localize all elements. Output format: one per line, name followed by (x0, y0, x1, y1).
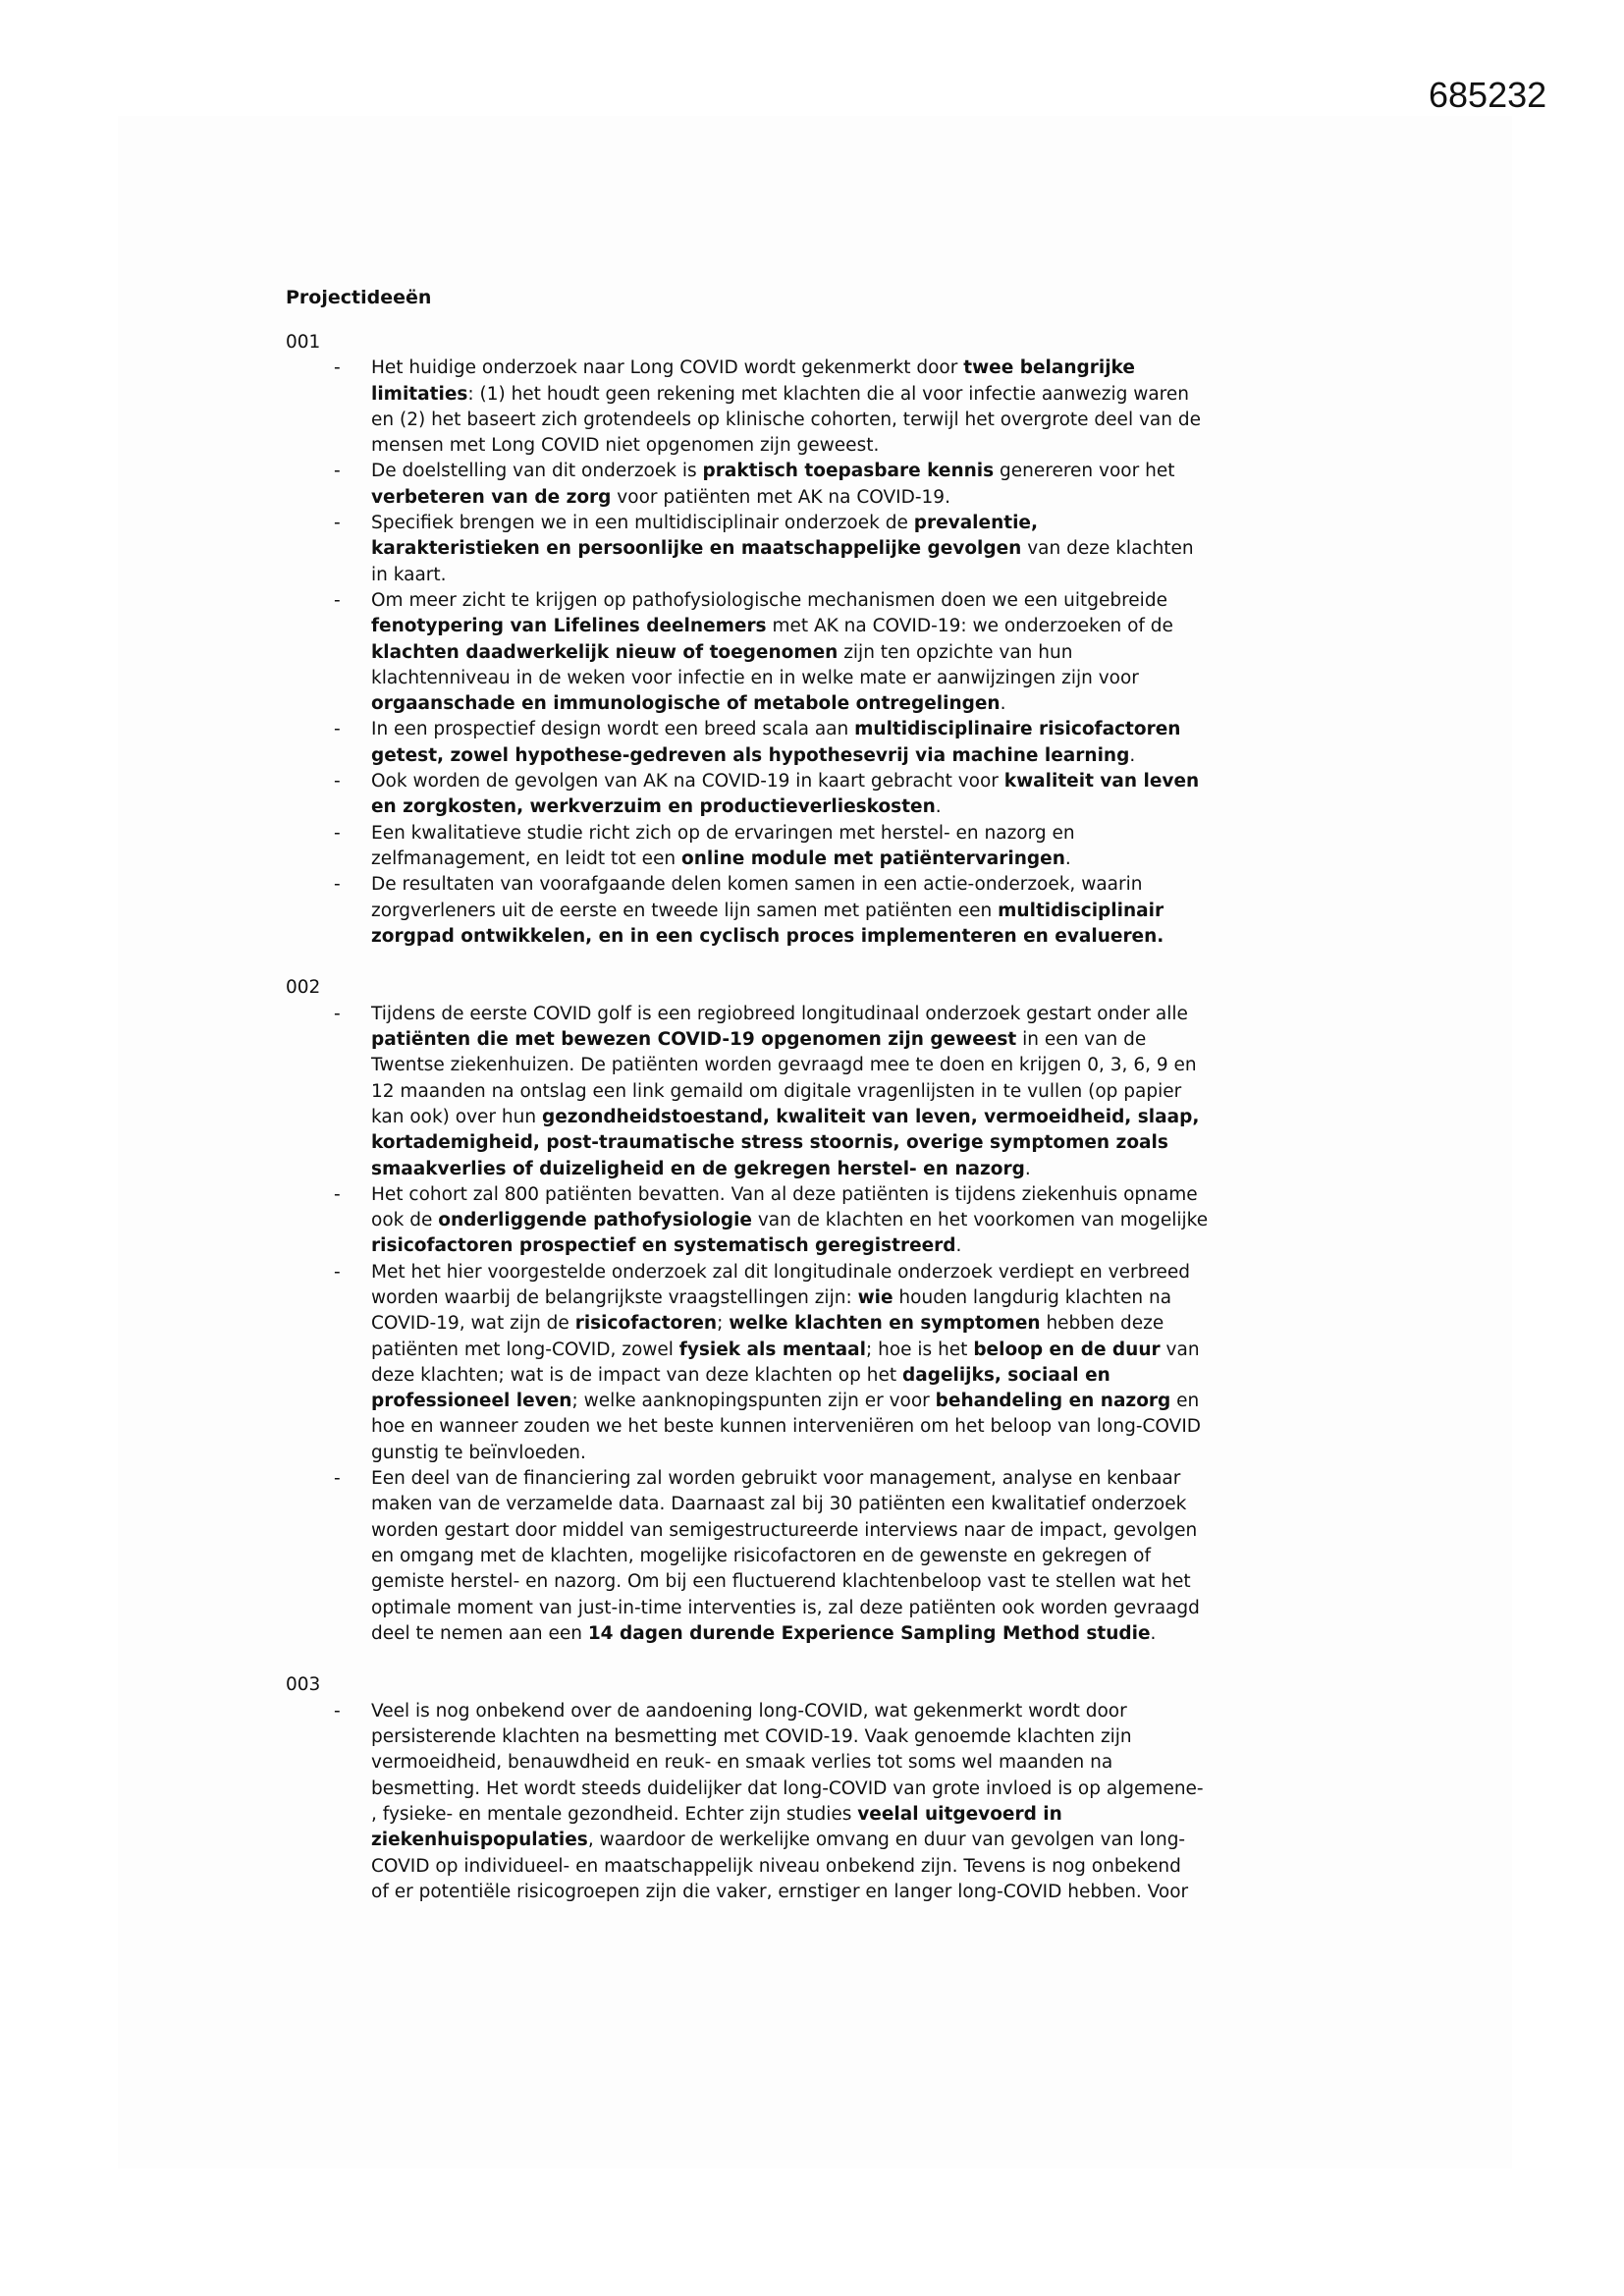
text: hebben deze (1040, 1313, 1164, 1335)
bullet-item (286, 821, 1385, 873)
text-line (371, 847, 1385, 872)
text: en (1170, 1391, 1200, 1412)
text-line (371, 1260, 1385, 1285)
project-section (286, 975, 1385, 1647)
text: van (1160, 1339, 1200, 1360)
bold-text: praktisch toepasbare kennis (702, 461, 995, 482)
text-line (371, 1802, 1385, 1828)
text: mensen met Long COVID niet opgenomen zijn geweest. (371, 435, 880, 457)
bullet-item (286, 872, 1385, 950)
text: Ook worden de gevolgen van AK na COVID-19 in kaart gebracht voor (371, 771, 1004, 793)
text: De resultaten van voorafgaande delen komen samen in een actie-onderzoek, waarin (371, 874, 1143, 896)
text-line (371, 1492, 1385, 1517)
text: In een prospectief design wordt een breed scala aan (371, 719, 855, 740)
text-line (371, 769, 1385, 794)
text-line (371, 1621, 1385, 1647)
bold-text: behandeling en nazorg (935, 1391, 1171, 1412)
bullet-item (286, 355, 1385, 459)
bold-text: multidisciplinaire risicofactoren (854, 719, 1181, 740)
text: deel te nemen aan een (371, 1622, 588, 1644)
text-line (371, 794, 1385, 820)
text: Veel is nog onbekend over de aandoening long-COVID, wat gekenmerkt wordt door (371, 1700, 1127, 1722)
bold-text: risicofactoren prospectief en systematisch geregistreerd (371, 1235, 956, 1257)
bold-text: professioneel leven (371, 1391, 572, 1412)
text-line (371, 408, 1385, 433)
text: COVID op individueel- en maatschappelijk niveau onbekend zijn. Tevens is nog onbekend (371, 1855, 1181, 1877)
bold-text: patiënten die met bewezen COVID-19 opgenomen zijn geweest (371, 1029, 1017, 1051)
text: zijn ten opzichte van hun (838, 641, 1073, 663)
text: worden gestart door middel van semigestructureerde interviews naar de impact, gevolgen (371, 1519, 1198, 1541)
bold-text: welke klachten en symptomen (729, 1313, 1041, 1335)
text: Het huidige onderzoek naar Long COVID wordt gekenmerkt door (371, 357, 964, 379)
text: persisterende klachten na besmetting met COVID-19. Vaak genoemde klachten zijn (371, 1726, 1132, 1748)
text: worden waarbij de belangrijkste vraagstellingen zijn: (371, 1286, 858, 1308)
bold-text: 14 dagen durende Experience Sampling Method studie (587, 1622, 1151, 1644)
text: Twentse ziekenhuizen. De patiënten worden gevraagd mee te doen en krijgen 0, 3, 6, 9 en (371, 1055, 1197, 1076)
project-section (286, 330, 1385, 950)
text-line (371, 1828, 1385, 1853)
text-line (371, 614, 1385, 639)
text-line (371, 1518, 1385, 1544)
bullet-dash: - (334, 461, 341, 482)
text: hoe en wanneer zouden we het beste kunnen interveniëren om het beloop van long-COVID (371, 1416, 1202, 1438)
bold-text: risicofactoren (574, 1313, 718, 1335)
bold-text: zorgpad ontwikkelen, en in een cyclisch proces implementeren en evalueren. (371, 925, 1164, 947)
text: kan ook) over hun (371, 1106, 542, 1127)
text-line (371, 1569, 1385, 1595)
text-line (371, 485, 1385, 511)
text-line (371, 640, 1385, 666)
bold-text: dagelijks, sociaal en (901, 1364, 1110, 1386)
text: ; (717, 1313, 730, 1335)
text: voor patiënten met AK na COVID-19. (611, 486, 950, 508)
bullet-dash: - (334, 357, 341, 379)
text-line (371, 666, 1385, 691)
text: en omgang met de klachten, mogelijke risicofactoren en de gewenste en gekregen of (371, 1545, 1151, 1566)
text: met AK na COVID-19: we onderzoeken of de (766, 616, 1173, 637)
bold-text: klachten daadwerkelijk nieuw of toegenomen (371, 641, 839, 663)
text: van deze klachten (1021, 538, 1194, 560)
text: Met het hier voorgestelde onderzoek zal dit longitudinale onderzoek verdiept en verbreed (371, 1261, 1191, 1283)
text: . (1150, 1622, 1157, 1644)
text: , waardoor de werkelijke omvang en duur van gevolgen van long- (587, 1830, 1186, 1851)
bullet-dash: - (334, 1261, 341, 1283)
text: . (1129, 744, 1136, 766)
bold-text: ziekenhuispopulaties (371, 1830, 588, 1851)
bold-text: verbeteren van de zorg (371, 486, 612, 508)
text-line (371, 1338, 1385, 1363)
bold-text: kortademigheid, post-traumatische stress stoornis, overige symptomen zoals (371, 1132, 1168, 1154)
text: . (955, 1235, 962, 1257)
bold-text: kwaliteit van leven (1003, 771, 1200, 793)
text-line (371, 1079, 1385, 1105)
text-line (371, 1157, 1385, 1182)
text-line (371, 1880, 1385, 1905)
document-number: 685232 (1429, 75, 1547, 115)
text: De doelstelling van dit onderzoek is (371, 461, 703, 482)
bold-text: smaakverlies of duizeligheid en de gekregen herstel- en nazorg (371, 1158, 1025, 1179)
text: Een kwalitatieve studie richt zich op de ervaringen met herstel- en nazorg en (371, 822, 1075, 844)
bullet-item (286, 1260, 1385, 1466)
text-line (371, 691, 1385, 717)
text: ook de (371, 1210, 439, 1231)
text: Tijdens de eerste COVID golf is een regiobreed longitudinaal onderzoek gestart onder alle (371, 1003, 1188, 1024)
bullet-item (286, 588, 1385, 717)
project-number: 002 (286, 977, 321, 999)
bold-text: prevalentie, (913, 513, 1038, 534)
text: 12 maanden na ontslag een link gemaild om digitale vragenlijsten in te vullen (op papier (371, 1080, 1182, 1102)
text: , fysieke- en mentale gezondheid. Echter zijn studies (371, 1803, 858, 1825)
text: en (2) het baseert zich grotendeels op klinische cohorten, terwijl het overgrote deel van de (371, 409, 1201, 430)
text: zelfmanagement, en leidt tot een (371, 847, 682, 869)
bullet-item (286, 1182, 1385, 1260)
text-line (371, 1130, 1385, 1156)
bold-text: twee belangrijke (963, 357, 1135, 379)
text: van de klachten en het voorkomen van mogelijke (751, 1210, 1209, 1231)
text-line (371, 1182, 1385, 1208)
text: deze klachten; wat is de impact van deze klachten op het (371, 1364, 902, 1386)
text-line (371, 1105, 1385, 1130)
project-number: 003 (286, 1674, 321, 1696)
text: COVID-19, wat zijn de (371, 1313, 575, 1335)
text-line (371, 1311, 1385, 1337)
text-line (371, 433, 1385, 459)
text-line (371, 1414, 1385, 1440)
text-line (371, 1750, 1385, 1776)
text-line (371, 924, 1385, 950)
text-line (371, 899, 1385, 924)
text-line (371, 459, 1385, 484)
text: Specifiek brengen we in een multidisciplinair onderzoek de (371, 513, 914, 534)
bullet-dash: - (334, 874, 341, 896)
text-line (371, 1466, 1385, 1492)
bullet-dash: - (334, 1468, 341, 1490)
bullet-dash: - (334, 513, 341, 534)
text: of er potentiële risicogroepen zijn die vaker, ernstiger en langer long-COVID hebben. Voor (371, 1881, 1189, 1902)
text-line (371, 563, 1385, 588)
text: genereren voor het (994, 461, 1175, 482)
text-line (371, 1002, 1385, 1027)
text: houden langdurig klachten na (893, 1286, 1172, 1308)
bullet-dash: - (334, 589, 341, 611)
bold-text: getest, zowel hypothese-gedreven als hypothesevrij via machine learning (371, 744, 1130, 766)
text: besmetting. Het wordt steeds duidelijker dat long-COVID van grote invloed is op algemene- (371, 1777, 1204, 1799)
text: klachtenniveau in de weken voor infectie en in welke mate er aanwijzingen zijn voor (371, 667, 1139, 688)
bullet-dash: - (334, 771, 341, 793)
text-line (371, 1699, 1385, 1724)
bullet-dash: - (334, 1700, 341, 1722)
text: . (1064, 847, 1071, 869)
text-line (371, 1777, 1385, 1802)
text: vermoeidheid, benauwdheid en reuk- en smaak verlies tot soms wel maanden na (371, 1752, 1113, 1774)
project-section (286, 1672, 1385, 1905)
bullet-item (286, 459, 1385, 511)
text: . (1024, 1158, 1031, 1179)
text: maken van de verzamelde data. Daarnaast zal bij 30 patiënten een kwalitatief onderzoek (371, 1494, 1187, 1515)
document-body (286, 285, 1385, 1931)
bold-text: wie (857, 1286, 893, 1308)
text-line (371, 717, 1385, 742)
bullet-item (286, 717, 1385, 769)
bold-text: limitaties (371, 383, 468, 405)
bold-text: onderliggende pathofysiologie (438, 1210, 752, 1231)
text-line (371, 1053, 1385, 1078)
bold-text: multidisciplinair (998, 900, 1164, 921)
bullet-item (286, 1002, 1385, 1182)
text: . (935, 796, 942, 818)
page-title: Projectideeën (286, 287, 432, 308)
bold-text: beloop en de duur (973, 1339, 1161, 1360)
text: in een van de (1016, 1029, 1147, 1051)
bullet-item (286, 1466, 1385, 1647)
text: Het cohort zal 800 patiënten bevatten. Van al deze patiënten is tijdens ziekenhuis opname (371, 1183, 1198, 1205)
text-line (371, 1724, 1385, 1750)
text-line (371, 382, 1385, 408)
text: zorgverleners uit de eerste en tweede lijn samen met patiënten een (371, 900, 999, 921)
text-line (371, 1233, 1385, 1259)
text: Om meer zicht te krijgen op pathofysiologische mechanismen doen we een uitgebreide (371, 589, 1167, 611)
text-line (371, 355, 1385, 381)
bullet-item (286, 769, 1385, 821)
text: optimale moment van just-in-time interventies is, zal deze patiënten ook worden gevraagd (371, 1597, 1200, 1618)
bullet-item (286, 511, 1385, 588)
text-line (371, 1596, 1385, 1621)
bold-text: karakteristieken en persoonlijke en maatschappelijke gevolgen (371, 538, 1022, 560)
text-line (371, 1544, 1385, 1569)
text-line (371, 1285, 1385, 1311)
text: . (1000, 693, 1006, 715)
bullet-dash: - (334, 822, 341, 844)
text-line (371, 821, 1385, 847)
text: ; welke aanknopingspunten zijn er voor (571, 1391, 936, 1412)
text-line (371, 1389, 1385, 1414)
bold-text: orgaanschade en immunologische of metabole ontregelingen (371, 693, 1001, 715)
project-number: 001 (286, 332, 321, 353)
bold-text: en zorgkosten, werkverzuim en productieverlieskosten (371, 796, 936, 818)
text-line (371, 1363, 1385, 1389)
text: : (1) het houdt geen rekening met klachten die al voor infectie aanwezig waren (467, 383, 1189, 405)
project-ideas-list (286, 330, 1385, 1905)
text: gemiste herstel- en nazorg. Om bij een fluctuerend klachtenbeloop vast te stellen wat het (371, 1571, 1191, 1593)
text: ; hoe is het (865, 1339, 974, 1360)
bullet-dash: - (334, 719, 341, 740)
text-line (371, 1441, 1385, 1466)
bold-text: fysiek als mentaal (678, 1339, 866, 1360)
text-line (371, 1027, 1385, 1053)
bold-text: fenotypering van Lifelines deelnemers (371, 616, 767, 637)
bullet-item (286, 1699, 1385, 1905)
text: in kaart. (371, 564, 447, 585)
text-line (371, 536, 1385, 562)
text-line (371, 1208, 1385, 1233)
text-line (371, 511, 1385, 536)
text-line (371, 588, 1385, 614)
text-line (371, 1854, 1385, 1880)
bullet-dash: - (334, 1183, 341, 1205)
bullet-dash: - (334, 1003, 341, 1024)
text: Een deel van de financiering zal worden gebruikt voor management, analyse en kenbaar (371, 1468, 1181, 1490)
bold-text: online module met patiëntervaringen (681, 847, 1065, 869)
bold-text: gezondheidstoestand, kwaliteit van leven, vermoeidheid, slaap, (541, 1106, 1200, 1127)
bold-text: veelal uitgevoerd in (857, 1803, 1062, 1825)
text: patiënten met long-COVID, zowel (371, 1339, 679, 1360)
text-line (371, 743, 1385, 769)
text-line (371, 872, 1385, 898)
text: gunstig te beïnvloeden. (371, 1442, 586, 1463)
